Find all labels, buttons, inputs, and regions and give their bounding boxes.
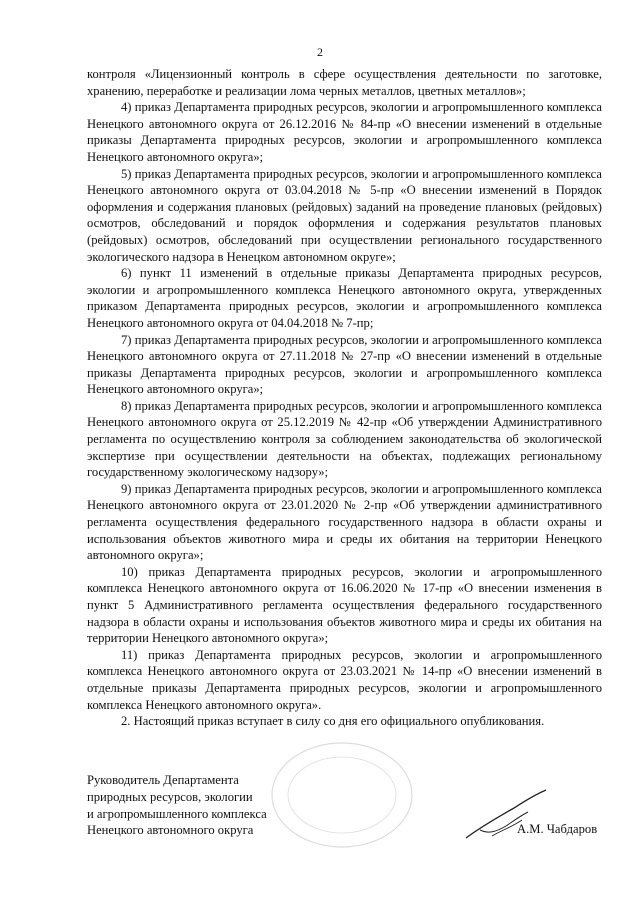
paragraph: 10) приказ Департамента природных ресурсов, экологии и агропромышленного комплекса Ненецкого автономного округа от 16.06.2020 № 17-пр «О внесении изменения в пункт 5 Административного регламента осуществления федерального государственного надзора в области охраны и использования объектов животного мира и среды их обитания на территории Ненецкого автономного округа»; (87, 564, 602, 646)
signatory-position-line: Руководитель Департамента (87, 773, 239, 787)
signer-name: А.М. Чабдаров (517, 822, 598, 836)
paragraph: 4) приказ Департамента природных ресурсов, экологии и агропромышленного комплекса Ненецкого автономного округа от 26.12.2016 № 84-пр «О внесении изменений в отдельные приказы Департамента природных ресурсов, экологии и агропромышленного комплекса Ненецкого автономного округа»; (87, 100, 602, 164)
paragraph: контроля «Лицензионный контроль в сфере осуществления деятельности по заготовке, хранению, переработке и реализации лома черных металлов, цветных металлов»; (87, 67, 602, 98)
paragraph: 2. Настоящий приказ вступает в силу со дня его официального опубликования. (121, 714, 545, 729)
paragraph: 11) приказ Департамента природных ресурсов, экологии и агропромышленного комплекса Ненецкого автономного округа от 23.03.2021 № 14-пр «О внесении изменений в отдельные приказы Департамента природных ресурсов, экологии и агропромышленного комплекса Ненецкого автономного округа». (87, 647, 602, 712)
paragraph: 8) приказ Департамента природных ресурсов, экологии и агропромышленного комплекса Ненецкого автономного округа от 25.12.2019 № 42-пр «Об утверждении Административного регламента по осуществлению контроля за соблюдением законодательства об экологической экспертизе при осуществлении деятельности на объектах, подлежащих региональному государственному экологическому надзору»; (87, 398, 602, 480)
paragraph: 7) приказ Департамента природных ресурсов, экологии и агропромышленного комплекса Ненецкого автономного округа от 27.11.2018 № 27-пр «О внесении изменений в отдельные приказы Департамента природных ресурсов, экологии и агропромышленного комплекса Ненецкого автономного округа»; (87, 332, 602, 397)
document-body (87, 66, 602, 730)
paragraph: 5) приказ Департамента природных ресурсов, экологии и агропромышленного комплекса Ненецкого автономного округа от 03.04.2018 № 5-пр «О внесении изменений в Порядок оформления и содержания плановых (рейдовых) заданий на проведение плановых (рейдовых) осмотров, обследований и порядок оформления и содержания результатов плановых (рейдовых) осмотров, обследований при осуществлении регионального государственного экологического надзора в Ненецком автономном округе»; (87, 166, 602, 264)
paragraph: 9) приказ Департамента природных ресурсов, экологии и агропромышленного комплекса Ненецкого автономного округа от 23.01.2020 № 2-пр «Об утверждении административного регламента осуществления федерального государственного надзора в области охраны и использования объектов животного мира и среды их обитания на территории Ненецкого автономного округа»; (87, 481, 602, 563)
signatory-position-line: и агропромышленного комплекса (87, 806, 267, 821)
signatory-position-line: природных ресурсов, экологии (87, 789, 253, 804)
signatory-position (87, 772, 267, 839)
page-number: 2 (317, 45, 323, 59)
handwritten-signature (462, 786, 552, 846)
signatory-position-line: Ненецкого автономного округа (87, 823, 254, 838)
faint-stamp-mark (262, 735, 422, 855)
paragraph: 6) пункт 11 изменений в отдельные приказы Департамента природных ресурсов, экологии и агропромышленного комплекса Ненецкого автономного округа, утвержденных приказом Департамента природных ресурсов, экологии и агропромышленного комплекса Ненецкого автономного округа от 04.04.2018 № 7-пр; (87, 266, 602, 330)
